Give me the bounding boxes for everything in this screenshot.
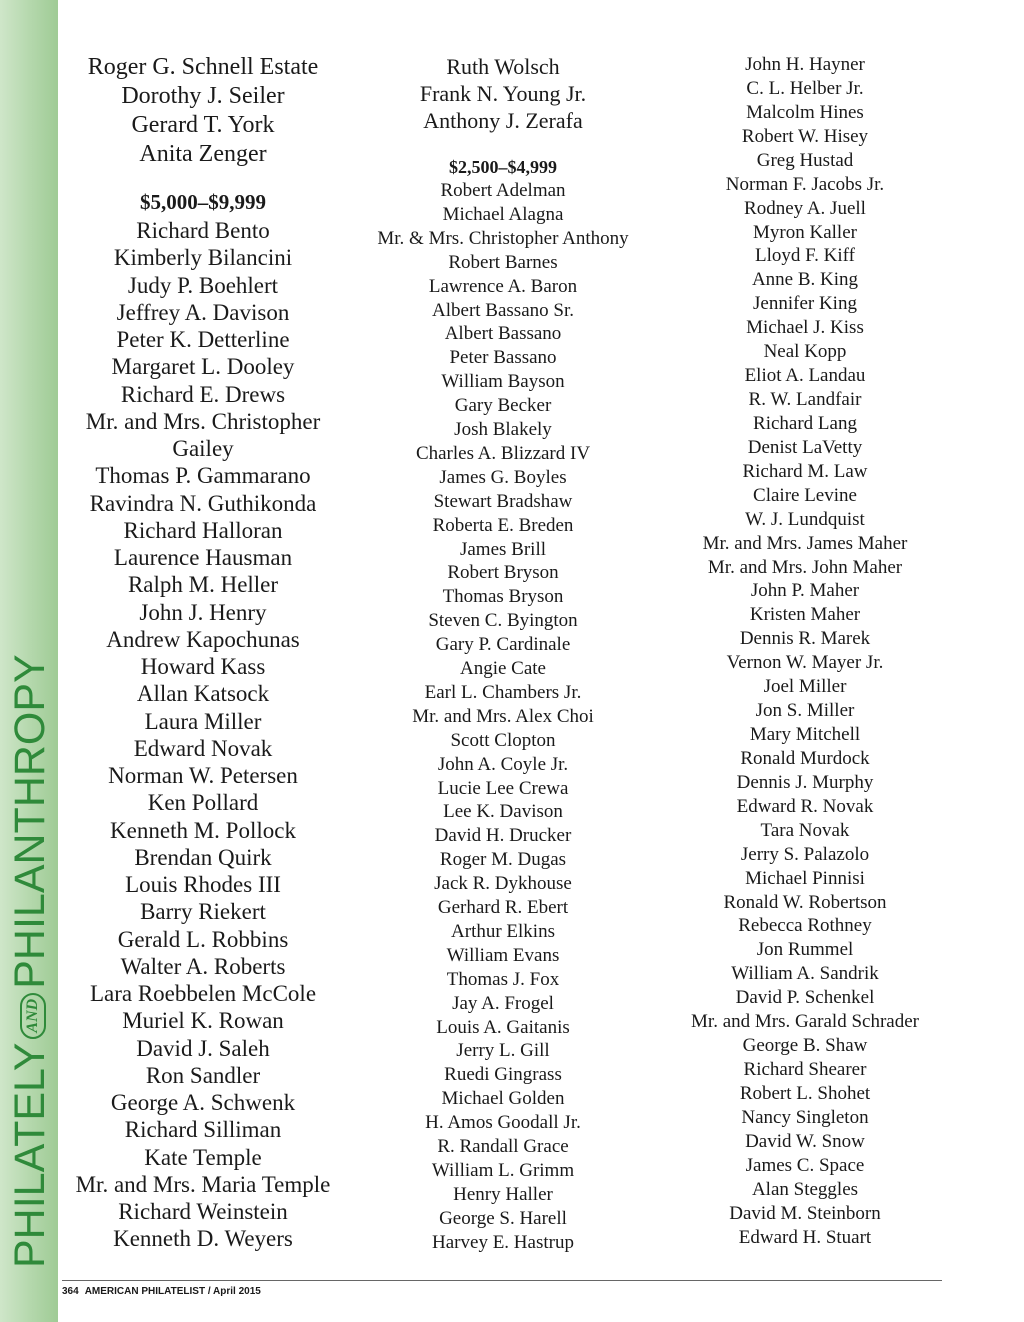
donor-name: Kenneth M. Pollock (110, 817, 296, 843)
donor-name: William L. Grimm (431, 1159, 575, 1181)
donor-name: Tara Novak (760, 819, 850, 841)
donor-name: John A. Coyle Jr. (437, 753, 569, 775)
donor-name: Michael J. Kiss (746, 317, 864, 339)
donor-name: George B. Shaw (742, 1035, 868, 1057)
donor-name: Roger G. Schnell Estate (87, 54, 319, 80)
donor-name: Kate Temple (144, 1144, 262, 1170)
donor-name: Allan Katsock (136, 681, 270, 707)
donor-name: Mary Mitchell (749, 724, 861, 746)
donor-name: John J. Henry (139, 599, 267, 625)
donor-name: Albert Bassano Sr. (432, 299, 574, 321)
donor-name: Michael Alagna (442, 203, 564, 225)
giving-tier-heading: $2,500–$4,999 (449, 157, 557, 177)
donor-name: Richard Lang (753, 412, 857, 434)
donor-name: George S. Harell (439, 1207, 567, 1229)
donor-name: Ronald W. Robertson (723, 891, 887, 913)
donor-name: Jon Rummel (756, 939, 854, 961)
donor-name: William Evans (446, 944, 560, 966)
donor-name: William A. Sandrik (731, 963, 879, 985)
donor-name: Harvey E. Hastrup (432, 1231, 574, 1253)
donor-name: Gary Becker (454, 395, 552, 417)
donor-name: Stewart Bradshaw (433, 490, 573, 512)
donor-name: John P. Maher (750, 580, 860, 602)
donor-name: Ron Sandler (145, 1062, 261, 1088)
donor-name: Peter Bassano (449, 347, 557, 369)
donor-name: Edward H. Stuart (738, 1226, 872, 1248)
donor-name: Rebecca Rothney (738, 915, 872, 937)
donor-name: Gerhard R. Ebert (437, 897, 569, 918)
donor-name: Roger M. Dugas (439, 849, 567, 871)
donor-name: Robert W. Hisey (741, 125, 869, 147)
donor-name: Eliot A. Landau (744, 365, 866, 387)
and-badge: AND (20, 993, 46, 1039)
donor-name: Anne B. King (751, 269, 859, 291)
donor-name: Mr. and Mrs. John Maher (707, 556, 903, 578)
donor-name: Mr. and Mrs. James Maher (702, 532, 908, 554)
donor-name: Jack R. Dykhouse (434, 873, 572, 895)
donor-name: W. J. Lundquist (745, 508, 865, 530)
donor-name: Greg Hustad (756, 149, 854, 171)
donor-name: Richard Halloran (123, 517, 283, 543)
donor-name: Lawrence A. Baron (428, 275, 578, 297)
donor-name: Richard M. Law (742, 460, 868, 482)
donor-name: Judy P. Boehlert (127, 272, 279, 298)
donor-name: Alan Steggles (751, 1178, 859, 1200)
donor-name: David J. Saleh (136, 1035, 270, 1061)
donor-name: Lucie Lee Crewa (437, 777, 569, 799)
donor-name: Roberta E. Breden (432, 514, 574, 536)
donor-name: Denist LaVetty (747, 436, 863, 458)
donor-name: Gailey (172, 436, 234, 461)
donor-name: Laurence Hausman (113, 545, 293, 570)
donor-name: Norman W. Petersen (108, 763, 298, 788)
donor-name: Richard Weinstein (118, 1199, 288, 1224)
donor-name: Charles A. Blizzard IV (415, 442, 591, 464)
donor-name: David H. Drucker (434, 825, 572, 847)
donor-name: Gerard T. York (131, 112, 275, 138)
donor-name: Ravindra N. Guthikonda (89, 490, 317, 516)
donor-name: Laura Miller (144, 708, 262, 734)
donor-name: Thomas P. Gammarano (95, 463, 311, 489)
page-footer (62, 1286, 267, 1297)
donor-name: Michael Golden (441, 1088, 565, 1110)
donor-name: Michael Pinnisi (745, 867, 865, 889)
donor-name: Ronald Murdock (740, 747, 870, 769)
donor-name: Jerry L. Gill (456, 1040, 550, 1062)
donor-name: Edward Novak (133, 735, 273, 761)
donor-name: Lloyd F. Kiff (755, 245, 855, 267)
donor-name: C. L. Helber Jr. (746, 77, 864, 99)
donor-name: Scott Clopton (450, 729, 556, 751)
donor-name: Thomas J. Fox (446, 968, 560, 990)
donor-name: Robert Adelman (440, 180, 566, 201)
donor-name: Kristen Maher (749, 604, 861, 626)
donor-name: Henry Haller (453, 1183, 553, 1205)
donor-name: Albert Bassano (444, 323, 562, 345)
donor-name: Vernon W. Mayer Jr. (726, 652, 884, 674)
donor-name: David W. Snow (745, 1130, 865, 1152)
donor-name: Dorothy J. Seiler (121, 83, 285, 109)
donor-name: Mr. and Mrs. Alex Choi (412, 705, 594, 727)
donor-name: Andrew Kapochunas (106, 626, 300, 652)
donor-name: Jennifer King (753, 293, 857, 315)
donor-name: R. Randall Grace (437, 1136, 569, 1157)
donor-name: Ralph M. Heller (127, 572, 279, 598)
donor-name: James Brill (459, 538, 547, 560)
section-title-vertical (6, 654, 54, 1268)
donor-name: Robert L. Shohet (739, 1082, 871, 1104)
donor-name: Brendan Quirk (134, 844, 272, 870)
donor-name: Gary P. Cardinale (435, 634, 571, 656)
donor-name: Neal Kopp (763, 341, 847, 363)
footer-rule (62, 1280, 942, 1281)
donor-name: Claire Levine (753, 484, 857, 506)
donor-name: Mr. and Mrs. Maria Temple (75, 1171, 331, 1197)
donor-name: Ruedi Gingrass (444, 1064, 562, 1086)
donor-name: Barry Riekert (140, 899, 266, 925)
donor-name: Mr. and Mrs. Christopher (85, 408, 321, 434)
donor-name: Norman F. Jacobs Jr. (725, 173, 885, 195)
donor-name: Nancy Singleton (741, 1106, 869, 1128)
publication-name: AMERICAN PHILATELIST / April 2015 (84, 1286, 261, 1297)
donor-name: Mr. & Mrs. Christopher Anthony (377, 227, 629, 249)
donor-name: Gerald L. Robbins (117, 926, 289, 952)
donor-name: Edward R. Novak (736, 795, 874, 817)
donor-name: Steven C. Byington (428, 610, 578, 632)
donor-name: Ken Pollard (147, 790, 259, 816)
donor-name: Frank N. Young Jr. (419, 81, 587, 106)
donor-name: Thomas Bryson (442, 586, 564, 608)
donor-name: William Bayson (441, 371, 565, 393)
donor-name: Myron Kaller (753, 221, 857, 243)
donor-name: Jon S. Miller (755, 700, 855, 722)
donor-name: Joel Miller (763, 676, 847, 698)
donor-name: Malcolm Hines (746, 101, 864, 123)
donor-name: Muriel K. Rowan (122, 1008, 284, 1034)
donor-name: Richard Shearer (743, 1059, 867, 1081)
donor-name: Anthony J. Zerafa (423, 108, 583, 133)
donor-name: H. Amos Goodall Jr. (425, 1112, 581, 1134)
page-number: 364 (62, 1286, 79, 1297)
donor-name: Richard Bento (136, 218, 270, 243)
donor-name: Lara Roebbelen McCole (89, 981, 317, 1006)
donor-name: Lee K. Davison (443, 801, 563, 823)
donor-name: Earl L. Chambers Jr. (424, 681, 582, 703)
donor-name: Dennis R. Marek (739, 628, 871, 650)
donor-name: Walter A. Roberts (120, 953, 286, 979)
donor-name: Arthur Elkins (451, 920, 555, 942)
donor-name: Jerry S. Palazolo (740, 843, 870, 865)
donor-name: Richard E. Drews (120, 381, 286, 407)
donor-name: Ruth Wolsch (446, 54, 560, 79)
giving-tier-heading: $5,000–$9,999 (140, 190, 266, 214)
donor-name: Margaret L. Dooley (111, 354, 295, 380)
donor-name: Jay A. Frogel (452, 992, 554, 1014)
section-title-right: PHILANTHROPY (6, 654, 54, 989)
donor-name: David M. Steinborn (729, 1202, 881, 1224)
donor-name: Mr. and Mrs. Garald Schrader (691, 1011, 919, 1033)
donor-name: Rodney A. Juell (744, 197, 866, 219)
donor-name: Angie Cate (459, 658, 546, 679)
donor-name: George A. Schwenk (110, 1090, 296, 1115)
donor-name: James G. Boyles (439, 466, 567, 488)
donor-name: Louis Rhodes III (125, 872, 281, 897)
donor-name: Peter K. Detterline (116, 327, 290, 352)
donor-name: Dennis J. Murphy (736, 771, 874, 793)
donor-name: Josh Blakely (454, 419, 552, 440)
donor-name: R. W. Landfair (748, 389, 862, 411)
donor-name: John H. Hayner (745, 54, 865, 75)
donor-name: Howard Kass (140, 654, 266, 679)
side-band (0, 0, 58, 1322)
donor-name: Richard Silliman (124, 1117, 282, 1143)
donor-name: Anita Zenger (139, 141, 267, 167)
donor-name: Robert Bryson (447, 562, 559, 584)
donor-name: Robert Barnes (448, 251, 558, 273)
donor-name: Kimberly Bilancini (113, 245, 293, 271)
donor-name: Louis A. Gaitanis (436, 1016, 570, 1038)
section-title-left: PHILATELY (6, 1042, 54, 1268)
donor-name: James C. Space (745, 1154, 865, 1176)
donor-name: Jeffrey A. Davison (116, 299, 290, 325)
donor-name: David P. Schenkel (735, 987, 875, 1009)
donor-name: Kenneth D. Weyers (113, 1226, 293, 1252)
